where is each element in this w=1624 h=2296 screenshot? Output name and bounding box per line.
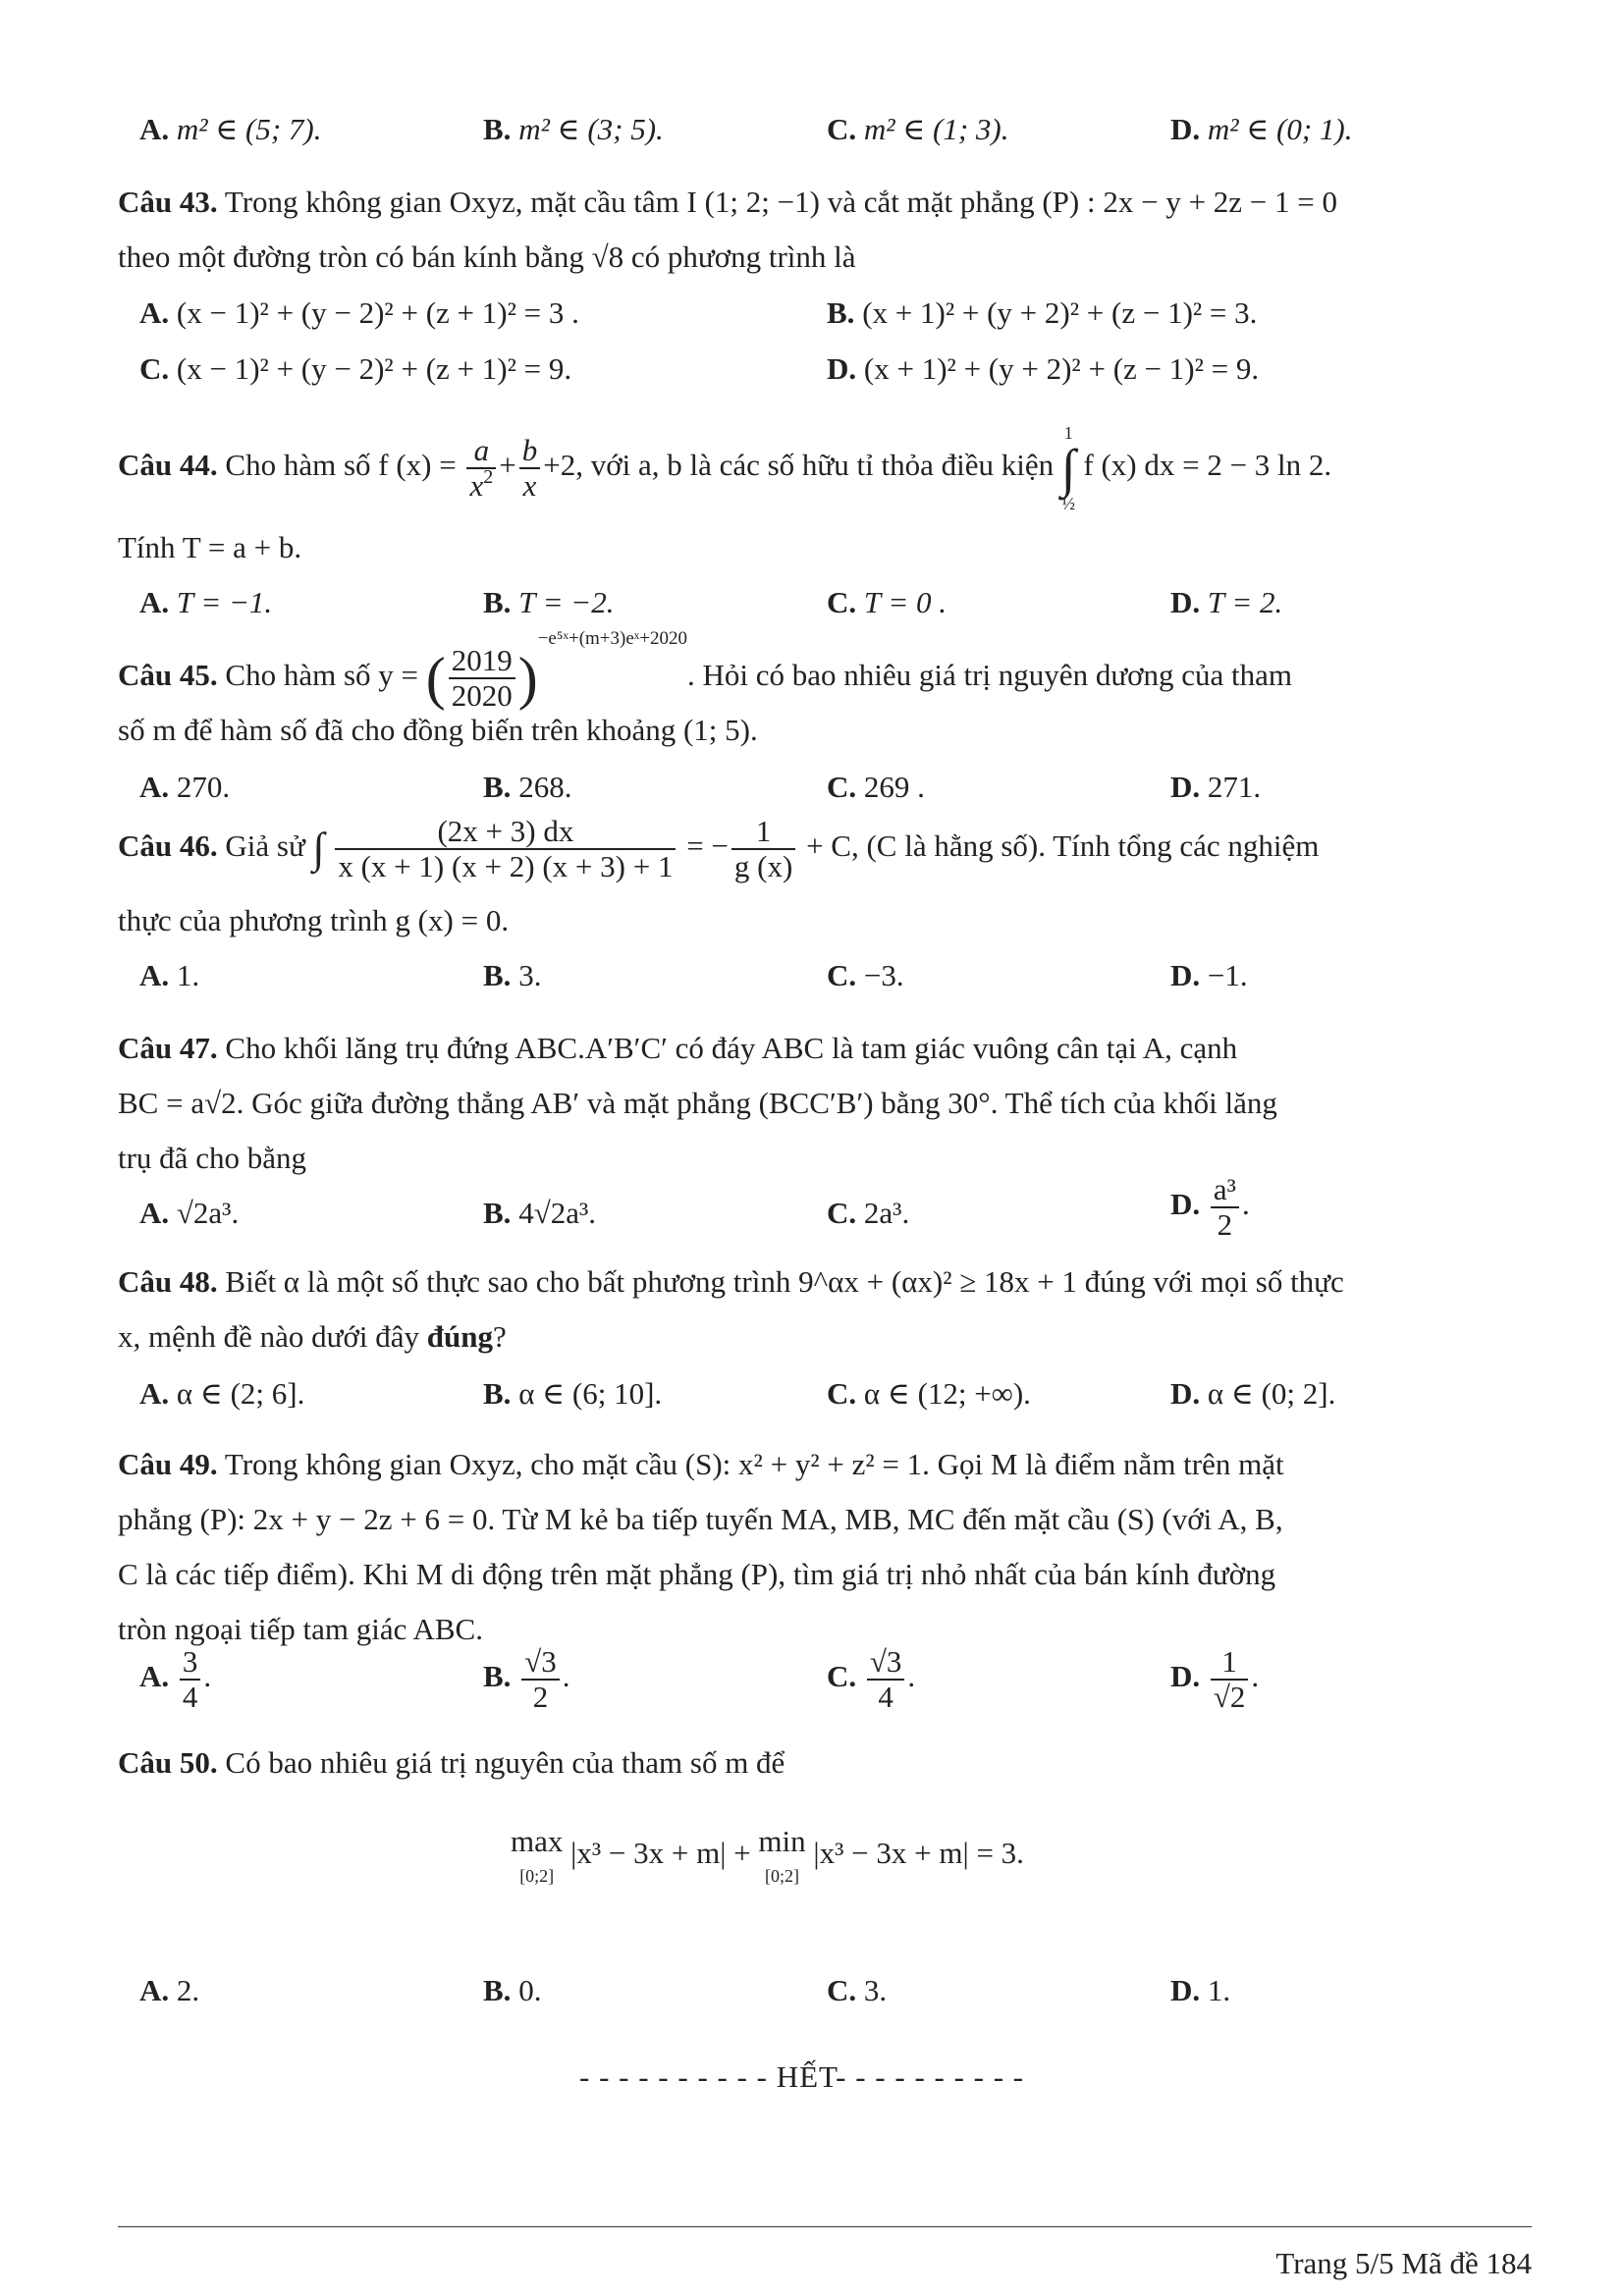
q44-stem-line1: Câu 44. Cho hàm số f (x) = $\frac{a}{x^2}$ + $\frac{b}{x}$ +2, với a, b là các số hữu tỉ thỏa điều kiện 1 ∫ ½ f (x) dx = 2 − 3 ln 2. bbox=[118, 423, 1332, 513]
option-text: 4√2a³. bbox=[518, 1196, 597, 1230]
question-label: Câu 46. bbox=[118, 828, 218, 864]
option-text: (x + 1)² + (y + 2)² + (z − 1)² = 3. bbox=[862, 295, 1258, 330]
q47-stem-line2: BC = a√2. Góc giữa đường thẳng AB′ và mặt phẳng (BCC′B′) bằng 30°. Thể tích của khối lăng bbox=[118, 1086, 1277, 1120]
q47-text: Cho khối lăng trụ đứng ABC.A′B′C′ có đáy ABC là tam giác vuông cân tại A, cạnh bbox=[225, 1031, 1238, 1065]
question-label: Câu 47. bbox=[118, 1031, 218, 1065]
q46-text-b: + C, (C là hằng số). Tính tổng các nghiệm bbox=[806, 828, 1320, 864]
question-label: Câu 49. bbox=[118, 1447, 218, 1481]
option-text: −1. bbox=[1207, 958, 1248, 992]
option-label: D. bbox=[1170, 770, 1201, 804]
q44-option-a[interactable] bbox=[139, 587, 272, 617]
option-label: B. bbox=[483, 958, 512, 992]
option-text: α ∈ (12; +∞). bbox=[863, 1376, 1031, 1411]
option-label: C. bbox=[827, 1659, 857, 1694]
option-fraction: $\frac{√3}{4}$ bbox=[867, 1645, 905, 1714]
option-label: A. bbox=[139, 1196, 170, 1230]
left-paren: ( bbox=[425, 645, 446, 711]
option-label: A. bbox=[139, 1659, 170, 1694]
option-label: C. bbox=[139, 351, 170, 386]
q45-option-b[interactable] bbox=[483, 772, 571, 802]
q45-text-b: . Hỏi có bao nhiêu giá trị nguyên dương của tham bbox=[687, 658, 1293, 692]
option-label: D. bbox=[1170, 1376, 1201, 1411]
option-text: T = −2. bbox=[518, 585, 615, 619]
q48-stem-line2 bbox=[118, 1321, 507, 1352]
q44-stem-line2: Tính T = a + b. bbox=[118, 530, 302, 564]
q48-option-d[interactable] bbox=[1170, 1378, 1335, 1409]
option-label: C. bbox=[827, 1973, 857, 2007]
q44-option-d[interactable] bbox=[1170, 587, 1282, 617]
option-text: m² ∈ (5; 7). bbox=[176, 112, 322, 146]
integral-sign: ∫ bbox=[312, 824, 325, 873]
option-text: α ∈ (2; 6]. bbox=[176, 1376, 305, 1411]
option-text: (x + 1)² + (y + 2)² + (z − 1)² = 9. bbox=[863, 351, 1260, 386]
option-label: A. bbox=[139, 770, 170, 804]
option-text: √2a³. bbox=[176, 1196, 240, 1230]
option-text: 270. bbox=[176, 770, 231, 804]
q44-text-b: +2, với a, b là các số hữu tỉ thỏa điều kiện bbox=[543, 448, 1055, 483]
option-label: D. bbox=[827, 351, 857, 386]
option-text: α ∈ (0; 2]. bbox=[1207, 1376, 1336, 1411]
end-marker: - - - - - - - - - - HẾT- - - - - - - - - - bbox=[579, 2059, 1025, 2094]
q42-option-d[interactable] bbox=[1170, 114, 1353, 144]
q48-text: Biết α là một số thực sao cho bất phương trình 9^αx + (αx)² ≥ 18x + 1 đúng với mọi số thực bbox=[225, 1264, 1344, 1299]
page-footer: Trang 5/5 Mã đề 184 bbox=[1275, 2246, 1532, 2280]
q48-text-a: x, mệnh đề nào dưới đây bbox=[118, 1319, 419, 1354]
option-text: 269 . bbox=[863, 770, 925, 804]
q47-option-b[interactable] bbox=[483, 1198, 596, 1228]
q46-option-d[interactable] bbox=[1170, 960, 1248, 990]
q49-stem-line3: C là các tiếp điểm). Khi M di động trên mặt phẳng (P), tìm giá trị nhỏ nhất của bán kính đường bbox=[118, 1557, 1276, 1591]
question-label: Câu 50. bbox=[118, 1745, 218, 1780]
question-label: Câu 45. bbox=[118, 658, 218, 692]
q44-option-b[interactable] bbox=[483, 587, 614, 617]
option-label: A. bbox=[139, 112, 170, 146]
q50-option-a[interactable] bbox=[139, 1975, 199, 2005]
option-label: B. bbox=[483, 585, 512, 619]
q49-option-c[interactable]: C. $\frac{√3}{4}$ . bbox=[827, 1644, 916, 1715]
q47-option-a[interactable] bbox=[139, 1198, 239, 1228]
q45-stem-line1 bbox=[118, 628, 1292, 713]
option-label: C. bbox=[827, 958, 857, 992]
q49-option-b[interactable]: B. $\frac{√3}{2}$ . bbox=[483, 1644, 570, 1715]
q46-option-b[interactable] bbox=[483, 960, 541, 990]
option-text: T = 0 . bbox=[863, 585, 947, 619]
q43-stem-line1 bbox=[118, 187, 1337, 217]
option-label: D. bbox=[1170, 1659, 1201, 1694]
option-text: α ∈ (6; 10]. bbox=[518, 1376, 663, 1411]
option-text: 1. bbox=[1207, 1973, 1231, 2007]
option-fraction: $\frac{\text{a³}}{2}$ bbox=[1211, 1173, 1239, 1242]
option-label: A. bbox=[139, 1973, 170, 2007]
q46-stem-line1: Câu 46. Giả sử ∫ $\frac{(2x + 3) dx}{x (x + 1) (x + 2) (x + 3) + 1}$ = − $\frac{1}{g (x)}$ + C, (C là hằng số). Tính tổng các nghiệm bbox=[118, 814, 1320, 884]
option-fraction: $\frac{1}{√2}$ bbox=[1211, 1645, 1249, 1714]
fraction-a-over-x2: $\frac{a}{x^2}$ bbox=[466, 434, 496, 503]
question-label: Câu 48. bbox=[118, 1264, 218, 1299]
q49-stem-line4: tròn ngoại tiếp tam giác ABC. bbox=[118, 1612, 483, 1646]
q47-option-c[interactable] bbox=[827, 1198, 909, 1228]
q48-text-c: ? bbox=[492, 1319, 507, 1354]
q43-option-a[interactable] bbox=[139, 297, 579, 328]
option-label: C. bbox=[827, 770, 857, 804]
option-fraction: $\frac{3}{4}$ bbox=[180, 1645, 201, 1714]
option-label: A. bbox=[139, 295, 170, 330]
option-label: B. bbox=[483, 1659, 512, 1694]
q45-text-a: Cho hàm số y = bbox=[225, 658, 418, 692]
q50-text: Có bao nhiêu giá trị nguyên của tham số m để bbox=[225, 1745, 785, 1780]
q42-option-b[interactable] bbox=[483, 114, 664, 144]
option-text: m² ∈ (0; 1). bbox=[1207, 112, 1353, 146]
integral-sign: 1 ∫ ½ bbox=[1060, 423, 1076, 513]
q48-emphasis: đúng bbox=[426, 1319, 493, 1354]
q46-stem-line2: thực của phương trình g (x) = 0. bbox=[118, 903, 510, 937]
question-label: Câu 44. bbox=[118, 448, 218, 483]
min-operator: min [0;2] bbox=[758, 1824, 806, 1886]
option-label: C. bbox=[827, 112, 857, 146]
option-label: D. bbox=[1170, 585, 1201, 619]
option-label: D. bbox=[1170, 112, 1201, 146]
option-text: 268. bbox=[518, 770, 572, 804]
option-label: D. bbox=[1170, 1187, 1201, 1222]
q43-option-d[interactable] bbox=[827, 353, 1259, 384]
option-label: A. bbox=[139, 585, 170, 619]
q50-rhs: = 3. bbox=[976, 1836, 1024, 1871]
q47-stem-line3: trụ đã cho bằng bbox=[118, 1141, 306, 1175]
q46-option-c[interactable] bbox=[827, 960, 904, 990]
q47-option-d[interactable]: D. $\frac{\text{a³}}{2}$ . bbox=[1170, 1172, 1250, 1243]
q48-option-c[interactable] bbox=[827, 1378, 1031, 1409]
option-text: (x − 1)² + (y − 2)² + (z + 1)² = 3 . bbox=[176, 295, 579, 330]
q50-option-c[interactable] bbox=[827, 1975, 887, 2005]
option-text: T = 2. bbox=[1207, 585, 1283, 619]
q44-option-c[interactable] bbox=[827, 587, 947, 617]
q47-stem-line1 bbox=[118, 1033, 1237, 1063]
q49-stem-line2: phẳng (P): 2x + y − 2z + 6 = 0. Từ M kẻ ba tiếp tuyến MA, MB, MC đến mặt cầu (S) (với A, B, bbox=[118, 1502, 1283, 1536]
option-label: D. bbox=[1170, 1973, 1201, 2007]
q48-option-b[interactable] bbox=[483, 1378, 662, 1409]
q48-stem-line1 bbox=[118, 1266, 1344, 1297]
max-operator: max [0;2] bbox=[511, 1824, 564, 1886]
q42-option-a[interactable] bbox=[139, 114, 322, 144]
option-label: C. bbox=[827, 585, 857, 619]
q45-option-c[interactable] bbox=[827, 772, 925, 802]
option-label: C. bbox=[827, 1376, 857, 1411]
footer-divider bbox=[118, 2226, 1532, 2227]
q48-option-a[interactable] bbox=[139, 1378, 304, 1409]
q50-abs-expr-1: |x³ − 3x + m| bbox=[570, 1836, 727, 1871]
q43-stem-line2: theo một đường tròn có bán kính bằng √8 có phương trình là bbox=[118, 240, 856, 274]
q46-gx-fraction: $\frac{1}{g (x)}$ bbox=[731, 815, 795, 883]
option-label: A. bbox=[139, 1376, 170, 1411]
q43-option-b[interactable] bbox=[827, 297, 1257, 328]
option-label: A. bbox=[139, 958, 170, 992]
option-text: 3. bbox=[518, 958, 542, 992]
q43-text: Trong không gian Oxyz, mặt cầu tâm I (1; 2; −1) và cắt mặt phẳng (P) : 2x − y + 2z − 1 = 0 bbox=[224, 185, 1338, 219]
option-text: 2. bbox=[176, 1973, 200, 2007]
q50-abs-expr-2: |x³ − 3x + m| bbox=[813, 1836, 969, 1871]
q50-option-b[interactable] bbox=[483, 1975, 541, 2005]
q50-option-d[interactable] bbox=[1170, 1975, 1230, 2005]
option-text: −3. bbox=[863, 958, 904, 992]
fraction-b-over-x: $\frac{b}{x}$ bbox=[519, 434, 541, 503]
option-text: T = −1. bbox=[176, 585, 273, 619]
q42-option-c[interactable] bbox=[827, 114, 1009, 144]
option-text: m² ∈ (1; 3). bbox=[863, 112, 1009, 146]
option-text: 0. bbox=[518, 1973, 542, 2007]
q43-option-c[interactable] bbox=[139, 353, 571, 384]
option-label: C. bbox=[827, 1196, 857, 1230]
q46-main-fraction: $\frac{(2x + 3) dx}{x (x + 1) (x + 2) (x + 3) + 1}$ bbox=[335, 815, 676, 883]
option-label: B. bbox=[483, 1973, 512, 2007]
q49-option-a[interactable]: A. $\frac{3}{4}$ . bbox=[139, 1644, 212, 1715]
option-text: 1. bbox=[176, 958, 200, 992]
q45-exponent: −e⁵ˣ+(m+3)eˣ+2020 bbox=[537, 628, 687, 649]
option-label: B. bbox=[483, 112, 512, 146]
q45-option-a[interactable] bbox=[139, 772, 230, 802]
exam-page bbox=[118, 0, 1532, 2296]
option-label: B. bbox=[483, 1376, 512, 1411]
fraction-2019-2020: $\frac{2019}{2020}$ bbox=[449, 644, 515, 713]
option-label: D. bbox=[1170, 958, 1201, 992]
q46-text-a: Giả sử bbox=[225, 828, 305, 864]
option-text: (x − 1)² + (y − 2)² + (z + 1)² = 9. bbox=[176, 351, 572, 386]
option-label: B. bbox=[483, 770, 512, 804]
q49-option-d[interactable]: D. $\frac{1}{√2}$ . bbox=[1170, 1644, 1260, 1715]
option-text: m² ∈ (3; 5). bbox=[518, 112, 664, 146]
q45-option-d[interactable] bbox=[1170, 772, 1261, 802]
q46-option-a[interactable] bbox=[139, 960, 199, 990]
question-label: Câu 43. bbox=[118, 185, 218, 219]
option-label: B. bbox=[827, 295, 855, 330]
q44-text-a: Cho hàm số f (x) = bbox=[225, 448, 457, 483]
q44-text-c: f (x) dx = 2 − 3 ln 2. bbox=[1083, 448, 1332, 483]
q45-stem-line2: số m để hàm số đã cho đồng biến trên khoảng (1; 5). bbox=[118, 713, 758, 747]
q50-stem-line1 bbox=[118, 1747, 785, 1778]
q49-stem-line1 bbox=[118, 1449, 1284, 1479]
option-fraction: $\frac{√3}{2}$ bbox=[521, 1645, 560, 1714]
q50-display-equation bbox=[511, 1826, 1024, 1887]
option-text: 3. bbox=[863, 1973, 888, 2007]
option-text: 271. bbox=[1207, 770, 1262, 804]
option-text: 2a³. bbox=[863, 1196, 910, 1230]
right-paren: ) bbox=[517, 645, 538, 711]
q49-text: Trong không gian Oxyz, cho mặt cầu (S): x² + y² + z² = 1. Gọi M là điểm nằm trên mặt bbox=[224, 1447, 1284, 1481]
option-label: B. bbox=[483, 1196, 512, 1230]
q50-plus: + bbox=[733, 1836, 751, 1871]
